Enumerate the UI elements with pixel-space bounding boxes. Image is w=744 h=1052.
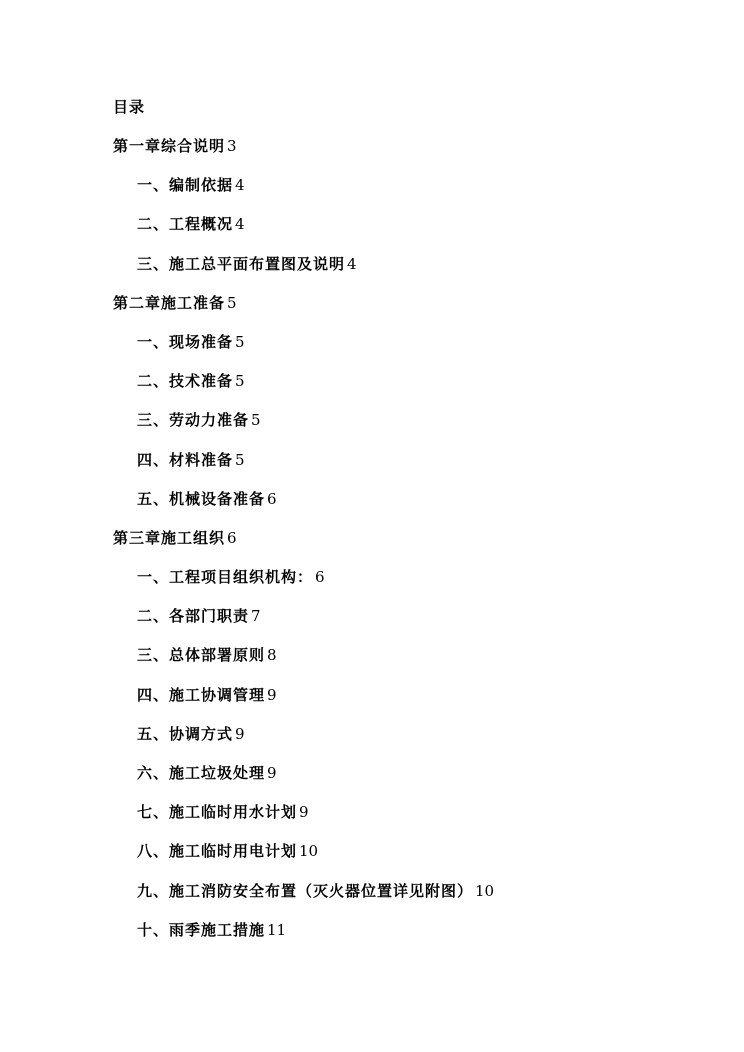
- toc-entry-text: 八、施工临时用电计划: [137, 842, 298, 861]
- toc-chapter-entry[interactable]: [0, 528, 494, 567]
- toc-page-number: 6: [315, 568, 325, 587]
- toc-section-entry[interactable]: [0, 802, 494, 841]
- toc-entry-text: 二、工程概况: [137, 215, 234, 234]
- toc-page-number: 3: [227, 137, 237, 155]
- toc-section-entry[interactable]: [0, 841, 494, 880]
- toc-page-number: 11: [267, 920, 287, 939]
- toc-section-entry[interactable]: [0, 685, 494, 724]
- toc-entry-text: 第一章综合说明: [113, 137, 226, 155]
- toc-page-number: 9: [267, 764, 277, 782]
- toc-section-entry[interactable]: [0, 254, 494, 293]
- toc-title: 目录: [113, 98, 146, 116]
- toc-entry-text: 九、施工消防安全布置（灭火器位置详见附图）: [137, 881, 474, 900]
- toc-section-entry[interactable]: [0, 645, 494, 684]
- toc-chapter-entry[interactable]: [0, 293, 494, 332]
- toc-page-number: 9: [267, 685, 277, 704]
- toc-page-number: 4: [347, 254, 357, 273]
- toc-entry-text: 三、总体部署原则: [137, 646, 266, 665]
- toc-page-number: 10: [299, 842, 319, 861]
- toc-section-entry[interactable]: [0, 175, 494, 214]
- toc-section-entry[interactable]: [0, 606, 494, 645]
- toc-entry-text: 五、协调方式: [137, 724, 234, 743]
- toc-section-entry[interactable]: [0, 724, 494, 763]
- toc-page-number: 5: [227, 293, 237, 312]
- toc-page-number: 5: [235, 450, 245, 469]
- toc-entry-text: 第三章施工组织: [113, 528, 226, 547]
- toc-section-entry[interactable]: [0, 567, 494, 606]
- toc-entry-text: 一、工程项目组织机构：: [137, 568, 314, 587]
- toc-section-entry[interactable]: [0, 881, 494, 920]
- toc-section-entry[interactable]: [0, 450, 494, 489]
- toc-chapter-entry[interactable]: [0, 136, 494, 175]
- toc-entry-text: 四、施工协调管理: [137, 685, 266, 704]
- toc-page-number: 4: [235, 215, 245, 234]
- toc-entry-text: 二、技术准备: [137, 372, 234, 391]
- toc-entry-text: 五、机械设备准备: [137, 489, 266, 508]
- toc-list: [0, 136, 494, 959]
- toc-page-number: 5: [235, 332, 245, 351]
- toc-page-number: 9: [235, 724, 245, 743]
- toc-entry-text: 十、雨季施工措施: [137, 920, 266, 939]
- toc-entry-text: 七、施工临时用水计划: [137, 803, 298, 822]
- toc-entry-text: 四、材料准备: [137, 450, 234, 469]
- toc-section-entry[interactable]: [0, 763, 494, 802]
- toc-page-number: 5: [235, 372, 245, 391]
- toc-entry-text: 第二章施工准备: [113, 293, 226, 312]
- toc-section-entry[interactable]: [0, 214, 494, 253]
- toc-page-number: 10: [475, 881, 495, 900]
- toc-page-number: 8: [267, 646, 277, 665]
- toc-page-number: 6: [227, 528, 237, 547]
- toc-section-entry[interactable]: [0, 489, 494, 528]
- toc-entry-text: 三、劳动力准备: [137, 411, 250, 430]
- toc-page-number: 5: [251, 411, 261, 430]
- toc-section-entry[interactable]: [0, 371, 494, 410]
- toc-entry-text: 一、现场准备: [137, 332, 234, 351]
- toc-page-number: 6: [267, 489, 277, 508]
- toc-entry-text: 二、各部门职责: [137, 607, 250, 626]
- toc-section-entry[interactable]: [0, 920, 494, 959]
- toc-page-number: 9: [299, 803, 309, 822]
- toc-section-entry[interactable]: [0, 332, 494, 371]
- toc-entry-text: 三、施工总平面布置图及说明: [137, 254, 346, 273]
- toc-page-number: 4: [235, 176, 245, 195]
- toc-entry-text: 六、施工垃圾处理: [137, 764, 266, 782]
- toc-page-number: 7: [251, 607, 261, 626]
- toc-section-entry[interactable]: [0, 410, 494, 449]
- toc-entry-text: 一、编制依据: [137, 176, 234, 195]
